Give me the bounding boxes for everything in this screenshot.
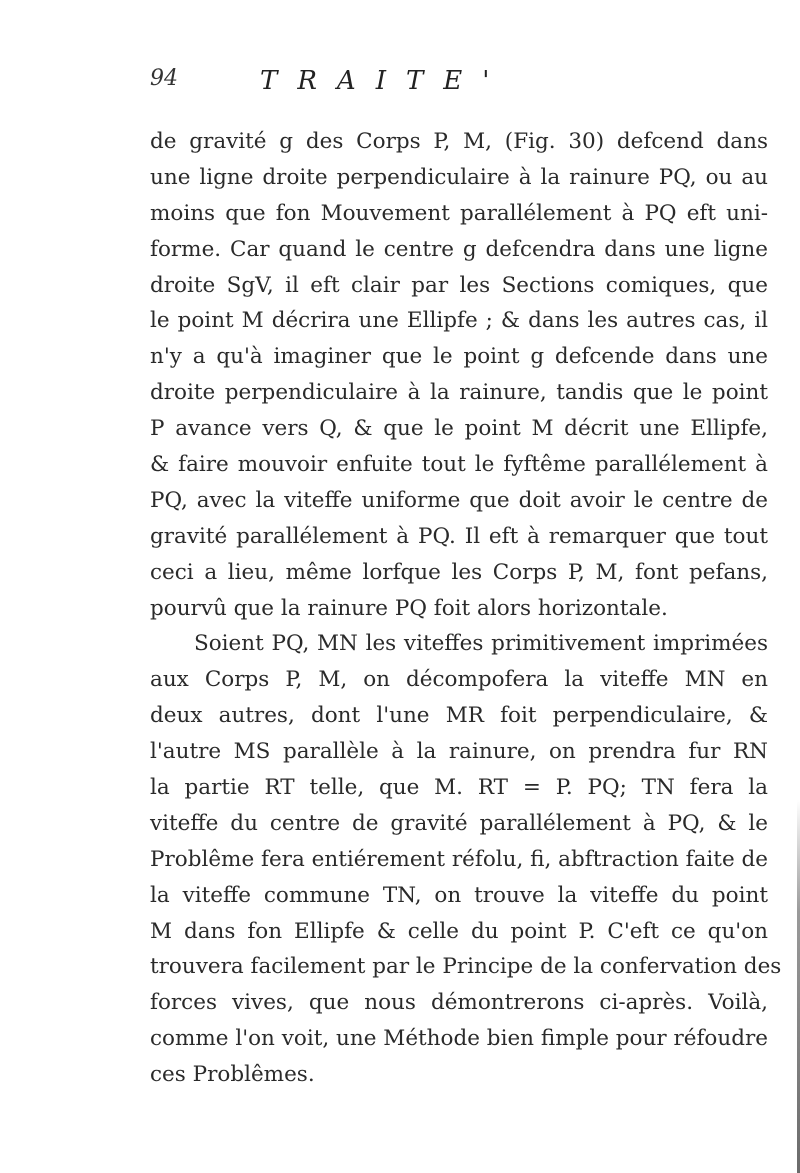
text-line: le point M décrira une Ellipfe ; & dans les autres cas, il <box>150 308 768 334</box>
text-line: forces vives, que nous démontrerons ci-après. Voilà, <box>150 990 768 1016</box>
body-text <box>150 124 782 1093</box>
text-line: trouvera facilement par le Principe de la confervation des <box>150 954 782 980</box>
paragraph-start-line: Soient PQ, MN les viteffes primitivement imprimées <box>194 631 768 657</box>
text-line: P avance vers Q, & que le point M décrit une Ellipfe, <box>150 416 768 442</box>
text-line: droite SgV, il eft clair par les Sections comiques, que <box>150 272 768 298</box>
text-line: forme. Car quand le centre g defcendra dans une ligne <box>150 236 768 262</box>
text-line: comme l'on voit, une Méthode bien fimple pour réfoudre <box>150 1026 768 1052</box>
text-line: M dans fon Ellipfe & celle du point P. C'eft ce qu'on <box>150 918 768 944</box>
running-title: TRAITE' <box>260 66 510 96</box>
text-line: ceci a lieu, même lorfque les Corps P, M, font pefans, <box>150 559 768 585</box>
text-line: aux Corps P, M, on décompofera la viteffe MN en <box>150 667 768 693</box>
page-header <box>150 66 750 106</box>
text-line: gravité parallélement à PQ. Il eft à remarquer que tout <box>150 523 768 549</box>
page-number: 94 <box>150 66 178 91</box>
text-line: viteffe du centre de gravité parallélement à PQ, & le <box>150 810 768 836</box>
text-line: de gravité g des Corps P, M, (Fig. 30) defcend dans <box>150 129 768 154</box>
text-line: la viteffe commune TN, on trouve la viteffe du point <box>150 882 768 908</box>
text-line: l'autre MS parallèle à la rainure, on prendra fur RN <box>150 739 768 765</box>
text-line: la partie RT telle, que M. RT = P. PQ; TN fera la <box>150 775 768 801</box>
text-line: pourvû que la rainure PQ foit alors horizontale. <box>150 595 668 621</box>
text-line: deux autres, dont l'une MR foit perpendiculaire, & <box>150 703 768 729</box>
text-line: Problême fera entiérement réfolu, fi, abftraction faite de <box>150 846 768 872</box>
text-line: droite perpendiculaire à la rainure, tandis que le point <box>150 380 768 406</box>
text-line: ces Problêmes. <box>150 1062 315 1088</box>
text-line: une ligne droite perpendiculaire à la rainure PQ, ou au <box>150 164 768 190</box>
text-line: n'y a qu'à imaginer que le point g defcende dans une <box>150 344 768 370</box>
text-line: moins que fon Mouvement parallélement à PQ eft uni- <box>150 200 768 226</box>
text-line: PQ, avec la viteffe uniforme que doit avoir le centre de <box>150 487 768 513</box>
text-line: & faire mouvoir enfuite tout le fyftême parallélement à <box>150 452 768 478</box>
